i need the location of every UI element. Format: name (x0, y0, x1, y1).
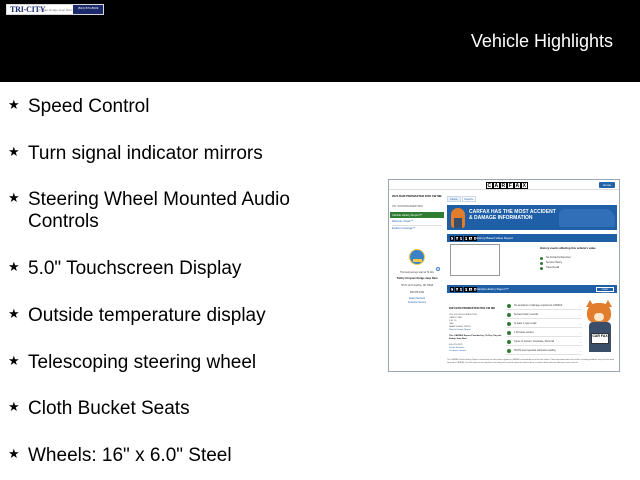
carfax-logo-letter: X (473, 287, 477, 292)
carfax-check-label: No accidents or damage reported to CARFAX (514, 304, 563, 307)
carfax-logo-letter: X (473, 236, 477, 241)
carfax-report-line: 3.6L V6 (449, 320, 457, 322)
carfax-logo-letter: C (487, 183, 492, 189)
carfax-topbar (389, 180, 619, 190)
dealer-logo-name: TRI-CITY (10, 5, 46, 14)
carfax-advantage-badge-icon (409, 249, 425, 265)
feature-text: 5.0" Touchscreen Display (28, 258, 242, 279)
info-icon[interactable] (436, 267, 440, 271)
carfax-logo-letter: A (455, 236, 459, 241)
carfax-check-row[interactable] (506, 329, 582, 337)
carfax-report-line: CARGO VAN (449, 317, 462, 319)
carfax-history-row (540, 256, 612, 260)
owner-type-icon (507, 340, 511, 344)
carfax-banner-text: CARFAX HAS THE MOST ACCIDENT & DAMAGE INFORMATION (469, 209, 556, 221)
carfax-history-heading: History events affecting this vehicle's value (540, 247, 596, 250)
carfax-logo-letter: A (469, 236, 472, 241)
carfax-home-button[interactable]: Home (599, 182, 615, 188)
carfax-report-line: REAR WHEEL DRIVE (449, 326, 471, 328)
carfax-sidebar-address: 715 N 1st St Guthrie, OK 73044 (400, 285, 434, 287)
carfax-check-label: Service history records (514, 313, 539, 316)
carfax-nav-explore-coverage[interactable]: Explore Coverage™ (392, 227, 416, 230)
carfax-sidebar-tagline: The best journeys start at Tri-City (400, 272, 434, 274)
carfax-logo-letter: A (455, 287, 459, 292)
carfax-report-dealer-phone: 405-975-3321 (449, 344, 463, 346)
carfax-report-dealer-link-service[interactable]: Customer Service (449, 350, 467, 352)
chevron-right-icon: › (580, 331, 581, 335)
chevron-right-icon: › (580, 322, 581, 326)
carfax-logo-letter: R (460, 236, 463, 241)
carfax-check-label: 1 Previous owners (514, 331, 534, 334)
carfax-history-row-text: No Accidents Reported (546, 256, 571, 259)
dealer-logo-phone: (844) 874-8049 (73, 5, 103, 14)
star-bullet-icon: ★ (8, 307, 20, 322)
feature-text: Steering Wheel Mounted Audio Controls (28, 189, 290, 232)
carfax-report-section-header (447, 285, 617, 293)
page-title: Vehicle Highlights (470, 31, 613, 51)
carfax-report-vehicle: 2021 RAM PROMASTER 2500 CW MB (449, 307, 495, 310)
carfax-report-thumbnail[interactable] (388, 179, 620, 372)
carfax-sidebar-divider (392, 225, 442, 226)
check-icon (540, 267, 543, 270)
carfax-nav-warranty-check[interactable]: Warranty Check™ (392, 220, 414, 223)
feature-text: Telescoping steering wheel (28, 352, 257, 373)
carfax-tab-reports[interactable]: Reports (462, 196, 476, 202)
carfax-logo-letter: C (451, 236, 454, 241)
car-image (559, 209, 615, 227)
feature-text: Speed Control (28, 96, 150, 117)
carfax-logo-letter: F (464, 287, 467, 292)
carfax-check-row[interactable] (506, 338, 582, 346)
star-bullet-icon: ★ (8, 191, 20, 206)
star-bullet-icon: ★ (8, 400, 20, 415)
carfax-tabs (447, 196, 476, 202)
star-bullet-icon: ★ (8, 98, 20, 113)
carfax-logo-letter: F (464, 236, 467, 241)
carfax-sidebar-dealer: TriCity Chrysler Dodge Jeep Ram (396, 277, 438, 280)
carfax-history-row (540, 266, 612, 270)
carfax-banner (447, 205, 617, 230)
chevron-right-icon: › (580, 304, 581, 308)
carfax-value-section-title: History-Based Value Report (476, 236, 513, 240)
check-icon (540, 262, 543, 265)
carfax-print-report-button[interactable]: PRINT REPORT (596, 287, 614, 292)
carfax-mini-logo (450, 236, 477, 241)
feature-text: Wheels: 16" x 6.0" Steel (28, 445, 232, 466)
fox-snout (594, 313, 604, 321)
carfax-main (446, 192, 618, 372)
carfax-logo (486, 182, 528, 189)
carfax-logo-letter: A (469, 287, 472, 292)
carfax-footer-disclaimer: This CARFAX Vehicle History Report is based only on information supplied to CARFAX and available as of the date shown. Other information about this vehicle, including problems, may not have been reported to CARFAX. Use this report as one important tool, along with a vehicle inspection and test drive, to make a better decision about your next used car. (447, 359, 615, 364)
carfax-logo-letter: X (522, 183, 526, 189)
carfax-fox-mascot (583, 303, 616, 353)
carfax-report-link[interactable]: Vehicle History Report (449, 329, 471, 331)
carfax-value-chart-box (450, 244, 500, 276)
carfax-check-row[interactable] (506, 347, 582, 355)
fox-sign: CAR FAX (591, 333, 609, 344)
carfax-sidebar-phone: 405-975-3321 (409, 292, 425, 294)
star-bullet-icon: ★ (8, 354, 20, 369)
carfax-report-section-title: Vehicle History Report™ (476, 287, 509, 291)
carfax-check-label: Types of owners: Corporate, Personal (514, 340, 555, 343)
chevron-right-icon: › (580, 340, 581, 344)
carfax-mini-logo (450, 287, 477, 292)
carfax-history-row-text: Open Recall (546, 266, 560, 269)
wrench-icon (507, 313, 511, 317)
chevron-right-icon: › (580, 313, 581, 317)
carfax-vehicle-title: 2021 RAM PROMASTER 2500 CW MB (392, 194, 442, 198)
carfax-check-row[interactable] (506, 311, 582, 319)
carfax-vin: VIN: 3C6LRVDG4ME572992 (392, 205, 423, 208)
star-bullet-icon: ★ (8, 145, 20, 160)
carfax-tab-home[interactable]: Home (447, 196, 461, 202)
carfax-history-row (540, 261, 612, 265)
carfax-logo-letter: R (501, 183, 506, 189)
carfax-history-row-text: Service History (546, 261, 563, 264)
carfax-fox-icon (451, 208, 465, 228)
carfax-report-dealer-link-reviews[interactable]: Dealer Reviews (449, 347, 465, 349)
feature-text: Outside temperature display (28, 305, 266, 326)
odometer-icon (507, 349, 511, 353)
carfax-report-line: GAS (449, 323, 454, 325)
carfax-logo-letter: F (508, 183, 512, 189)
carfax-check-label: 35,872 Last reported odometer reading (514, 349, 556, 352)
carfax-check-label: At least 1 open recall (514, 322, 537, 325)
star-bullet-icon: ★ (8, 260, 20, 275)
check-icon (540, 257, 543, 260)
carfax-value-section-header (447, 234, 617, 242)
owner-icon (507, 331, 511, 335)
carfax-check-row[interactable] (506, 302, 582, 310)
chevron-right-icon: › (580, 349, 581, 353)
carfax-logo-letter: A (515, 183, 520, 189)
feature-text: Cloth Bucket Seats (28, 398, 190, 419)
carfax-report-line: VIN: 3C6LRVDG4ME572992 (449, 314, 478, 316)
carfax-sidebar (390, 192, 444, 372)
carfax-check-row[interactable] (506, 320, 582, 328)
feature-text: Turn signal indicator mirrors (28, 143, 263, 164)
carfax-logo-letter: A (494, 183, 499, 189)
star-bullet-icon: ★ (8, 447, 20, 462)
dealer-logo-tagline: Chrysler Dodge Jeep Ram (37, 8, 73, 12)
carfax-sidebar-link-service[interactable]: Customer Service (407, 302, 427, 304)
carfax-nav-history-report[interactable]: Vehicle History Report™ (390, 212, 444, 218)
carfax-logo-letter: R (460, 287, 463, 292)
carfax-sidebar-link-reviews[interactable]: Dealer Reviews (408, 298, 426, 300)
recall-icon (507, 322, 511, 326)
carfax-logo-letter: C (451, 287, 454, 292)
carfax-report-dealer-title: This CARFAX Report Provided by: TriCity Chrysler Dodge Jeep Ram (449, 335, 502, 340)
check-icon (507, 304, 511, 308)
